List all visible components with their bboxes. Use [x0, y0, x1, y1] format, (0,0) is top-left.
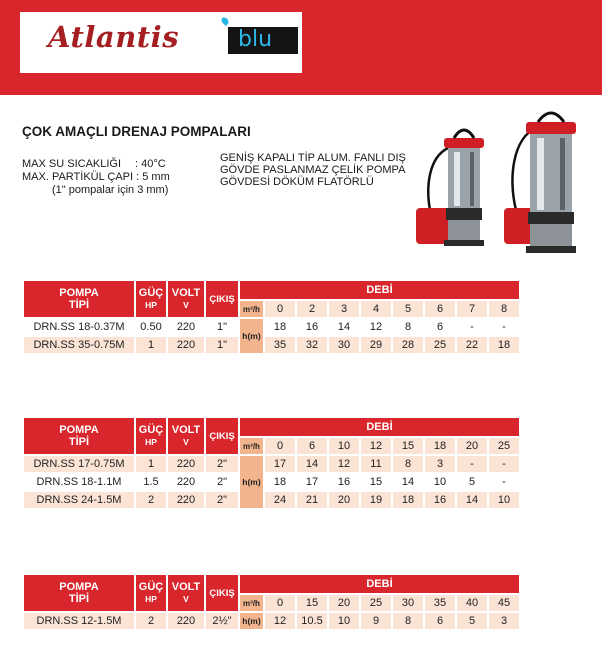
water-drop-icon — [220, 16, 230, 26]
table-row — [24, 337, 519, 353]
table-cell: 8 — [393, 613, 423, 629]
table-cell: 220 — [168, 613, 204, 629]
table-cell: 6 — [425, 613, 455, 629]
table-cell: 18 — [489, 337, 519, 353]
unit-hm: h(m) — [240, 613, 263, 629]
header-volt — [168, 575, 204, 611]
spec-label: MAX SU SICAKLIĞI — [22, 158, 122, 170]
unit-m3h: m³/h — [240, 595, 263, 611]
table-cell: DRN.SS 12-1.5M — [24, 613, 134, 629]
brand-sub: blu — [238, 27, 273, 52]
table-cell: 14 — [457, 492, 487, 508]
table-cell: 9 — [361, 613, 391, 629]
table-cell: 2" — [206, 456, 238, 472]
header-cikis: ÇIKIŞ — [206, 418, 238, 454]
header-guc — [136, 575, 166, 611]
flow-cell: 20 — [457, 438, 487, 454]
header-debi: DEBİ — [240, 418, 519, 436]
table-cell: 16 — [297, 319, 327, 335]
unit-hm: h(m) — [240, 319, 263, 353]
flow-cell: 6 — [297, 438, 327, 454]
header-debi: DEBİ — [240, 281, 519, 299]
table-cell: 10 — [425, 474, 455, 490]
flow-cell: 12 — [361, 438, 391, 454]
header-label: V — [183, 300, 189, 310]
table-cell: 14 — [393, 474, 423, 490]
table-cell: 6 — [425, 319, 455, 335]
table-cell: 10 — [329, 613, 359, 629]
table-cell: 24 — [265, 492, 295, 508]
header-pompa-tipi — [24, 575, 134, 611]
table-row — [24, 456, 519, 472]
flow-cell: 30 — [393, 595, 423, 611]
table-cell: 220 — [168, 456, 204, 472]
table-cell: DRN.SS 18-1.1M — [24, 474, 134, 490]
table-cell: 17 — [297, 474, 327, 490]
header-label: VOLT — [171, 424, 201, 436]
flow-cell: 6 — [425, 301, 455, 317]
table-cell: 15 — [361, 474, 391, 490]
logo — [20, 12, 302, 73]
table-cell: 5 — [457, 613, 487, 629]
table-cell: - — [489, 456, 519, 472]
header-label: TİPİ — [68, 593, 90, 605]
table-cell: 1" — [206, 337, 238, 353]
table-cell: 5 — [457, 474, 487, 490]
header-label: HP — [145, 300, 157, 310]
flow-cell: 8 — [489, 301, 519, 317]
product-description: GENİŞ KAPALI TİP ALUM. FANLI DIŞ GÖVDE PASLANMAZ ÇELİK POMPA GÖVDESİ DÖKÜM FLATÖRLÜ — [220, 152, 406, 188]
table-cell: 2½" — [206, 613, 238, 629]
table-cell: 16 — [425, 492, 455, 508]
table-cell: 35 — [265, 337, 295, 353]
table-cell: 2" — [206, 474, 238, 490]
header-cikis: ÇIKIŞ — [206, 281, 238, 317]
spec-particle — [22, 171, 170, 184]
table-cell: - — [489, 474, 519, 490]
table-cell: 32 — [297, 337, 327, 353]
table-cell: 0.50 — [136, 319, 166, 335]
table-cell: 19 — [361, 492, 391, 508]
table-cell: 28 — [393, 337, 423, 353]
header-cikis: ÇIKIŞ — [206, 575, 238, 611]
table-cell: 18 — [265, 319, 295, 335]
header-label: GÜÇ — [138, 581, 164, 593]
unit-m3h: m³/h — [240, 301, 263, 317]
table-cell: 2 — [136, 492, 166, 508]
table-cell: 12 — [265, 613, 295, 629]
table-row — [24, 492, 519, 508]
blu-badge — [228, 27, 298, 54]
table-cell: 220 — [168, 492, 204, 508]
table-cell: 14 — [329, 319, 359, 335]
table-cell: 220 — [168, 337, 204, 353]
header-guc — [136, 418, 166, 454]
header-label: HP — [145, 437, 157, 447]
table-cell: 3 — [489, 613, 519, 629]
unit-hm: h(m) — [240, 456, 263, 508]
table-cell: 16 — [329, 474, 359, 490]
header-pompa-tipi — [24, 281, 134, 317]
spec-note: (1" pompalar için 3 mm) — [52, 184, 169, 196]
table-cell: 1 — [136, 456, 166, 472]
table-cell: 21 — [297, 492, 327, 508]
table-cell: 1.5 — [136, 474, 166, 490]
header-volt — [168, 418, 204, 454]
spec-value: : 40°C — [135, 158, 166, 170]
table-cell: 1 — [136, 337, 166, 353]
flow-cell: 15 — [297, 595, 327, 611]
table-cell: 22 — [457, 337, 487, 353]
table-cell: DRN.SS 18-0.37M — [24, 319, 134, 335]
spec-value: 5 mm — [142, 171, 170, 183]
table-cell: 12 — [361, 319, 391, 335]
table-cell: - — [457, 319, 487, 335]
table-row — [24, 613, 519, 629]
table-cell: 220 — [168, 474, 204, 490]
header-label: TİPİ — [68, 299, 90, 311]
pump-illustration — [408, 108, 598, 260]
table-cell: DRN.SS 24-1.5M — [24, 492, 134, 508]
header-label: VOLT — [171, 287, 201, 299]
flow-cell: 0 — [265, 595, 295, 611]
table-cell: - — [489, 319, 519, 335]
header-debi: DEBİ — [240, 575, 519, 593]
table-cell: DRN.SS 35-0.75M — [24, 337, 134, 353]
header-label: TİPİ — [68, 436, 90, 448]
flow-cell: 10 — [329, 438, 359, 454]
flow-cell: 4 — [361, 301, 391, 317]
header-guc — [136, 281, 166, 317]
flow-cell: 18 — [425, 438, 455, 454]
brand-name: Atlantis — [48, 20, 180, 54]
flow-cell: 45 — [489, 595, 519, 611]
table-cell: 3 — [425, 456, 455, 472]
table-cell: 14 — [297, 456, 327, 472]
table-cell: 30 — [329, 337, 359, 353]
table-cell: 11 — [361, 456, 391, 472]
flow-cell: 2 — [297, 301, 327, 317]
header-volt — [168, 281, 204, 317]
pump-table-1 — [22, 279, 521, 355]
header-label: V — [183, 594, 189, 604]
table-row — [24, 474, 519, 490]
table-cell: - — [457, 456, 487, 472]
unit-m3h: m³/h — [240, 438, 263, 454]
page-title: ÇOK AMAÇLI DRENAJ POMPALARI — [22, 124, 251, 139]
flow-cell: 25 — [361, 595, 391, 611]
header-label: V — [183, 437, 189, 447]
flow-cell: 20 — [329, 595, 359, 611]
flow-cell: 35 — [425, 595, 455, 611]
header-label: HP — [145, 594, 157, 604]
table-cell: 25 — [425, 337, 455, 353]
header-label: GÜÇ — [138, 287, 164, 299]
header-label: VOLT — [171, 581, 201, 593]
table-cell: 12 — [329, 456, 359, 472]
table-cell: 8 — [393, 319, 423, 335]
header-label: POMPA — [59, 424, 99, 436]
table-cell: 10 — [489, 492, 519, 508]
flow-cell: 7 — [457, 301, 487, 317]
flow-cell: 25 — [489, 438, 519, 454]
flow-cell: 5 — [393, 301, 423, 317]
table-cell: 10.5 — [297, 613, 327, 629]
header-pompa-tipi — [24, 418, 134, 454]
table-cell: 2 — [136, 613, 166, 629]
table-cell: DRN.SS 17-0.75M — [24, 456, 134, 472]
spec-label: MAX. PARTİKÜL ÇAPI : — [22, 171, 140, 183]
flow-cell: 15 — [393, 438, 423, 454]
table-row — [24, 319, 519, 335]
table-cell: 2" — [206, 492, 238, 508]
table-cell: 20 — [329, 492, 359, 508]
spec-temp — [22, 158, 166, 171]
header-label: POMPA — [59, 581, 99, 593]
flow-cell: 0 — [265, 438, 295, 454]
flow-cell: 40 — [457, 595, 487, 611]
pump-image — [408, 108, 598, 260]
header-label: GÜÇ — [138, 424, 164, 436]
table-cell: 18 — [265, 474, 295, 490]
table-cell: 17 — [265, 456, 295, 472]
table-cell: 1" — [206, 319, 238, 335]
table-cell: 220 — [168, 319, 204, 335]
table-cell: 29 — [361, 337, 391, 353]
table-cell: 18 — [393, 492, 423, 508]
pump-table-3 — [22, 573, 521, 631]
header-label: POMPA — [59, 287, 99, 299]
flow-cell: 3 — [329, 301, 359, 317]
table-cell: 8 — [393, 456, 423, 472]
flow-cell: 0 — [265, 301, 295, 317]
brand-banner — [0, 0, 602, 95]
pump-table-2 — [22, 416, 521, 510]
